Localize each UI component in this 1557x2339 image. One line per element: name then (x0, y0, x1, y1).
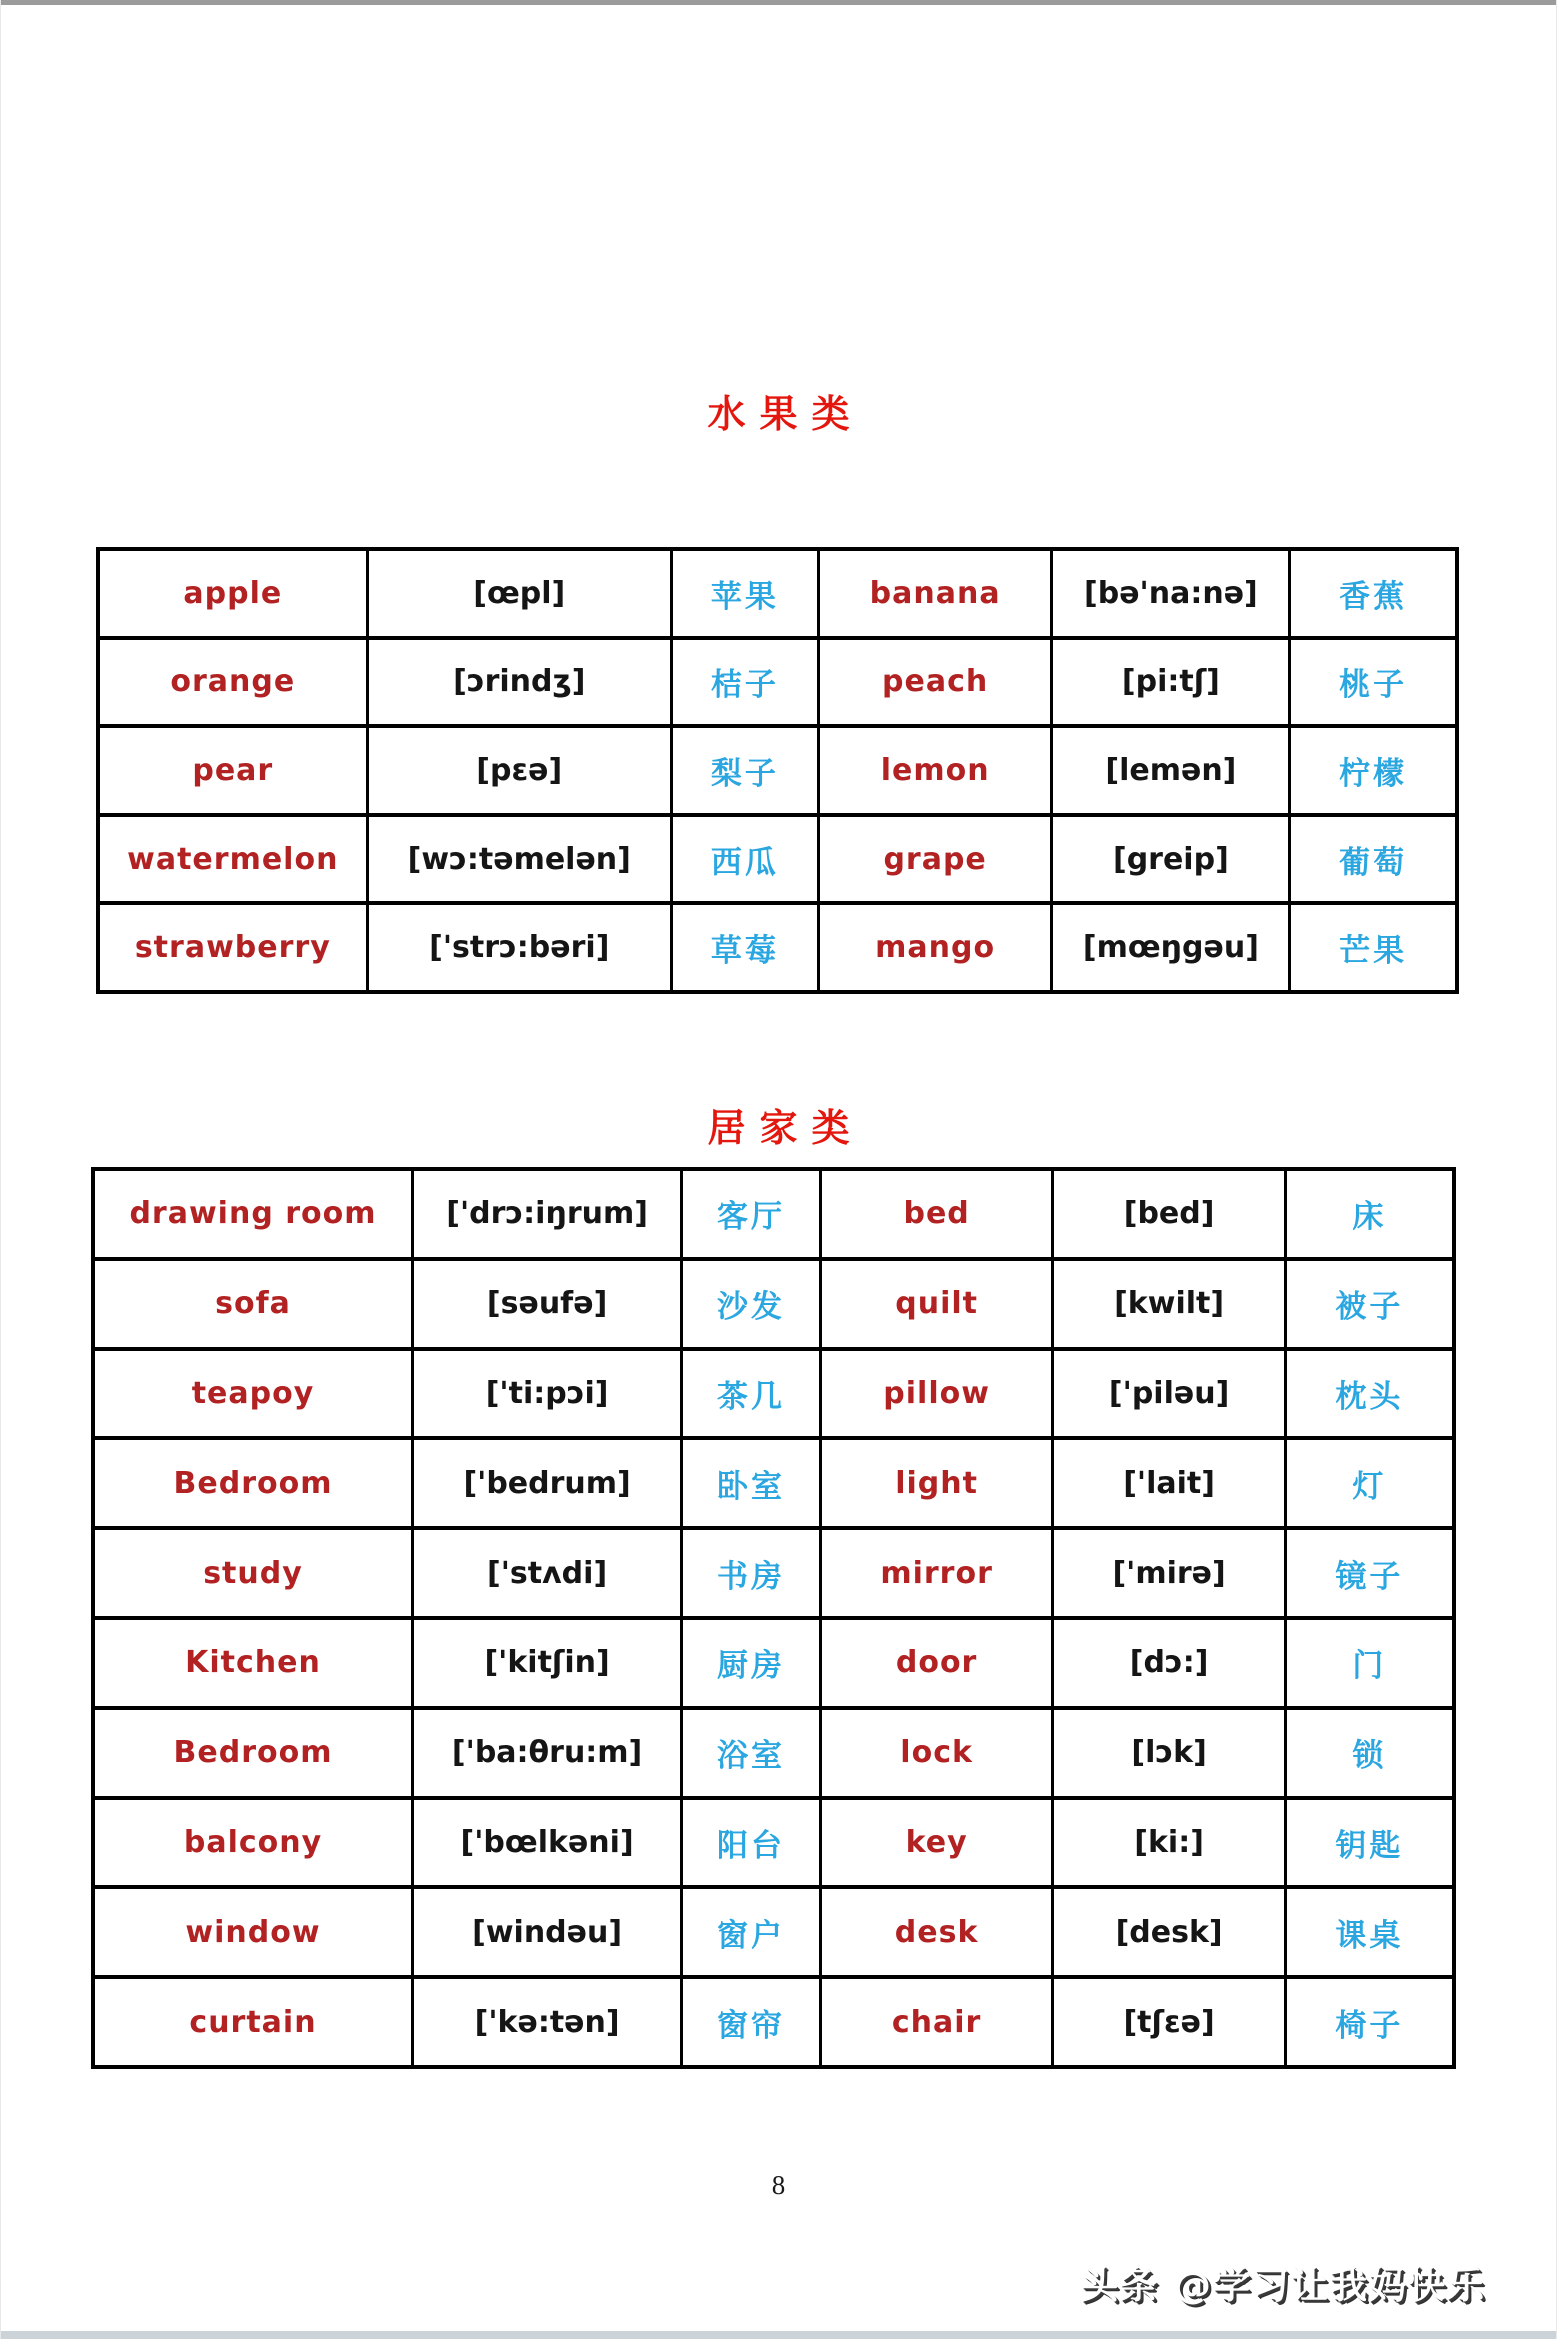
phonetic-cell: [bed] (1053, 1169, 1285, 1259)
phonetic-cell: [mœŋgəu] (1052, 903, 1290, 992)
chinese-translation-cell: 苹果 (671, 549, 818, 638)
chinese-translation-cell: 柠檬 (1290, 726, 1457, 815)
phonetic-cell: [ki:] (1053, 1798, 1285, 1888)
english-word-cell: curtain (93, 1977, 413, 2067)
page-top-edge (1, 0, 1556, 5)
table-row (93, 1887, 1454, 1977)
chinese-translation-cell: 草莓 (671, 903, 818, 992)
table-row (93, 1438, 1454, 1528)
phonetic-cell: ['bedrum] (413, 1438, 682, 1528)
english-word-cell: strawberry (98, 903, 367, 992)
phonetic-cell: [lɔk] (1053, 1708, 1285, 1798)
table-row (98, 903, 1457, 992)
chinese-translation-cell: 西瓜 (671, 815, 818, 904)
chinese-translation-cell: 葡萄 (1290, 815, 1457, 904)
phonetic-cell: [windəu] (413, 1887, 682, 1977)
english-word-cell: sofa (93, 1259, 413, 1349)
english-word-cell: chair (820, 1977, 1052, 2067)
chinese-translation-cell: 桃子 (1290, 638, 1457, 727)
english-word-cell: grape (818, 815, 1052, 904)
phonetic-cell: [wɔ:təmelən] (367, 815, 671, 904)
table-row (98, 815, 1457, 904)
english-word-cell: watermelon (98, 815, 367, 904)
chinese-translation-cell: 窗户 (682, 1887, 821, 1977)
section-title-household: 居家类 (707, 1106, 864, 1150)
phonetic-cell: [pi:tʃ] (1052, 638, 1290, 727)
chinese-translation-cell: 书房 (682, 1528, 821, 1618)
english-word-cell: desk (820, 1887, 1052, 1977)
english-word-cell: study (93, 1528, 413, 1618)
phonetic-cell: ['strɔ:bəri] (367, 903, 671, 992)
english-word-cell: peach (818, 638, 1052, 727)
english-word-cell: drawing room (93, 1169, 413, 1259)
phonetic-cell: [bə'na:nə] (1052, 549, 1290, 638)
chinese-translation-cell: 椅子 (1285, 1977, 1454, 2067)
phonetic-cell: ['ti:pɔi] (413, 1349, 682, 1439)
section-title-fruits: 水果类 (707, 392, 864, 436)
chinese-translation-cell: 阳台 (682, 1798, 821, 1888)
table-row (98, 549, 1457, 638)
phonetic-cell: ['drɔ:iŋrum] (413, 1169, 682, 1259)
phonetic-cell: ['lait] (1053, 1438, 1285, 1528)
phonetic-cell: ['piləu] (1053, 1349, 1285, 1439)
chinese-translation-cell: 厨房 (682, 1618, 821, 1708)
chinese-translation-cell: 香蕉 (1290, 549, 1457, 638)
english-word-cell: door (820, 1618, 1052, 1708)
phonetic-cell: ['kə:tən] (413, 1977, 682, 2067)
chinese-translation-cell: 钥匙 (1285, 1798, 1454, 1888)
phonetic-cell: ['mirə] (1053, 1528, 1285, 1618)
phonetic-cell: [lemən] (1052, 726, 1290, 815)
phonetic-cell: [ɔrindʒ] (367, 638, 671, 727)
english-word-cell: lock (820, 1708, 1052, 1798)
chinese-translation-cell: 梨子 (671, 726, 818, 815)
chinese-translation-cell: 窗帘 (682, 1977, 821, 2067)
fruit-vocabulary-table (96, 547, 1459, 994)
chinese-translation-cell: 床 (1285, 1169, 1454, 1259)
english-word-cell: key (820, 1798, 1052, 1888)
chinese-translation-cell: 被子 (1285, 1259, 1454, 1349)
english-word-cell: pear (98, 726, 367, 815)
table-row (98, 638, 1457, 727)
chinese-translation-cell: 桔子 (671, 638, 818, 727)
chinese-translation-cell: 茶几 (682, 1349, 821, 1439)
phonetic-cell: [greip] (1052, 815, 1290, 904)
phonetic-cell: [œpl] (367, 549, 671, 638)
english-word-cell: balcony (93, 1798, 413, 1888)
english-word-cell: teapoy (93, 1349, 413, 1439)
english-word-cell: banana (818, 549, 1052, 638)
chinese-translation-cell: 沙发 (682, 1259, 821, 1349)
watermark-text: 头条 @学习让我妈快乐 (1081, 2264, 1486, 2307)
english-word-cell: window (93, 1887, 413, 1977)
chinese-translation-cell: 浴室 (682, 1708, 821, 1798)
chinese-translation-cell: 卧室 (682, 1438, 821, 1528)
english-word-cell: bed (820, 1169, 1052, 1259)
english-word-cell: quilt (820, 1259, 1052, 1349)
english-word-cell: orange (98, 638, 367, 727)
phonetic-cell: ['ba:θru:m] (413, 1708, 682, 1798)
phonetic-cell: [səufə] (413, 1259, 682, 1349)
table-row (93, 1708, 1454, 1798)
table-row (93, 1259, 1454, 1349)
english-word-cell: pillow (820, 1349, 1052, 1439)
phonetic-cell: ['stʌdi] (413, 1528, 682, 1618)
english-word-cell: mirror (820, 1528, 1052, 1618)
english-word-cell: apple (98, 549, 367, 638)
phonetic-cell: [tʃɛə] (1053, 1977, 1285, 2067)
phonetic-cell: [dɔ:] (1053, 1618, 1285, 1708)
phonetic-cell: ['bœlkəni] (413, 1798, 682, 1888)
table-row (93, 1528, 1454, 1618)
chinese-translation-cell: 芒果 (1290, 903, 1457, 992)
phonetic-cell: [kwilt] (1053, 1259, 1285, 1349)
table-row (93, 1798, 1454, 1888)
english-word-cell: Bedroom (93, 1438, 413, 1528)
household-vocabulary-table (91, 1167, 1456, 2069)
chinese-translation-cell: 镜子 (1285, 1528, 1454, 1618)
table-row (98, 726, 1457, 815)
phonetic-cell: ['kitʃin] (413, 1618, 682, 1708)
chinese-translation-cell: 枕头 (1285, 1349, 1454, 1439)
chinese-translation-cell: 客厅 (682, 1169, 821, 1259)
chinese-translation-cell: 课桌 (1285, 1887, 1454, 1977)
english-word-cell: light (820, 1438, 1052, 1528)
table-row (93, 1618, 1454, 1708)
table-row (93, 1349, 1454, 1439)
chinese-translation-cell: 门 (1285, 1618, 1454, 1708)
chinese-translation-cell: 锁 (1285, 1708, 1454, 1798)
chinese-translation-cell: 灯 (1285, 1438, 1454, 1528)
table-row (93, 1169, 1454, 1259)
english-word-cell: mango (818, 903, 1052, 992)
table-row (93, 1977, 1454, 2067)
english-word-cell: lemon (818, 726, 1052, 815)
phonetic-cell: [pɛə] (367, 726, 671, 815)
english-word-cell: Kitchen (93, 1618, 413, 1708)
page-bottom-edge (1, 2331, 1556, 2339)
phonetic-cell: [desk] (1053, 1887, 1285, 1977)
english-word-cell: Bedroom (93, 1708, 413, 1798)
page-number: 8 (771, 2170, 786, 2200)
